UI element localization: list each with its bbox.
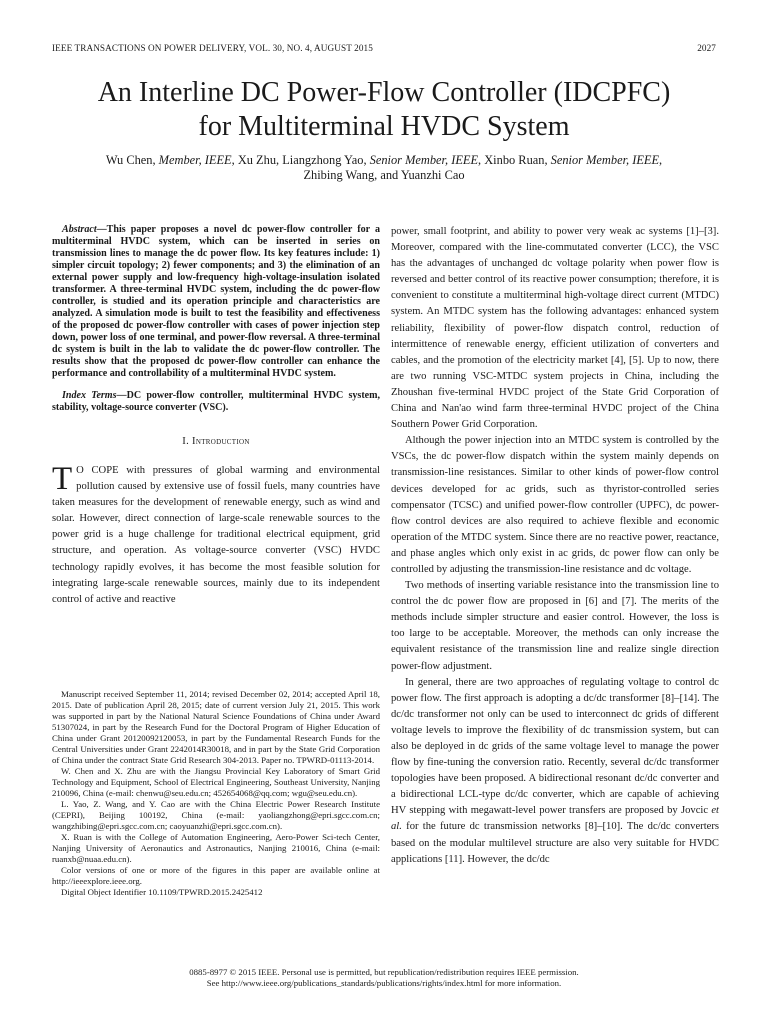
footer-line-2: See http://www.ieee.org/publications_standards/publications/rights/index.html for more information. xyxy=(206,978,562,988)
body-text-italic: et al. xyxy=(391,805,719,833)
index-terms xyxy=(52,390,380,414)
title-line-2: for Multiterminal HVDC System xyxy=(198,111,570,142)
footnotes xyxy=(52,689,380,898)
author-list xyxy=(0,153,768,183)
paper-title xyxy=(0,76,768,144)
footer-line-1: 0885-8977 © 2015 IEEE. Personal use is permitted, but republication/redistribution requires IEEE permission. xyxy=(189,967,579,977)
page-number: 2027 xyxy=(697,43,716,53)
author-role: Member, IEEE xyxy=(158,153,232,167)
body-paragraph: Two methods of inserting variable resistance into the transmission line to control the dc power flow are proposed in [6] and [7]. The merits of the methods include simpler structure and easier control. However, the loss is too large to be acceptable. Moreover, the methods can only increase the equivalent resistance of the transmission line and realize single direction power-flow adjustment. xyxy=(391,580,719,672)
authors-line-2: Zhibing Wang, and Yuanzhi Cao xyxy=(303,168,465,182)
body-text: In general, there are two approaches of regulating voltage to control dc power flow. The first approach is adopting a dc/dc transformer [8]–[14]. The dc/dc transformer not only can be used to interconnect dc grids of different voltage levels to improve the flexibility of dc transmission system, but can also be deployed in dc grids of the same voltage level to manage the power flow by fine-tuning the conversion ratio. Recently, several dc/dc transformer topologies have been proposed. A bidirectional resonant dc/dc converter and a bidirectional LCL-type dc/dc converter, which are capable of achieving HV stepping with megawatt-level power transfers are proposed by Jovcic xyxy=(391,676,719,817)
author-text: Wu Chen, xyxy=(105,153,159,167)
author-text: , xyxy=(659,153,663,167)
abstract-lead: Abstract xyxy=(62,224,97,235)
title-line-1: An Interline DC Power-Flow Controller (IDCPFC) xyxy=(97,77,671,108)
footnote-color-versions: Color versions of one or more of the figures in this paper are available online at http://ieeexplore.ieee.org. xyxy=(52,865,380,886)
index-terms-text: —DC power-flow controller, multiterminal HVDC system, stability, voltage-source converter (VSC). xyxy=(52,390,381,413)
copyright-footer xyxy=(0,967,768,989)
footnote-manuscript: Manuscript received September 11, 2014; revised December 02, 2014; accepted April 18, 2015. Date of publication April 28, 2015; date of current version July 21, 2015. This work was supported in part by the National Natural Science Foundations of China under Award 51307024, in part by the Research Fund for the Doctoral Program of Higher Education of China under Grant 20120092120053, in part by the Fundamental Research Funds for the Central Universities under Grant 2242014R30018, and in part by the State Grid Corporation of China under the contract State Grid Research 304-2013. Paper no. TPWRD-01113-2014. xyxy=(52,689,380,765)
footnote-affiliation-nuaa: X. Ruan is with the College of Automation Engineering, Aero-Power Sci-tech Center, Nanjing University of Aeronautics and Astronautics, Nanjing 210016, China (e-mail: ruanxb@nuaa.edu.cn). xyxy=(52,832,380,864)
section-title: Introduction xyxy=(192,436,250,447)
abstract xyxy=(52,224,380,380)
author-text: , Xinbo Ruan, xyxy=(478,153,551,167)
intro-text: O COPE with pressures of global warming and environmental pollution caused by extensive use of fossil fuels, many countries have taken measures for the development of renewable energy, such as wind and solar. However, direct connection of large-scale renewable sources to the power grid is a huge challenge for traditional electrical equipment, grid structure, and operation. As voltage-source converter (VSC) HVDC technology rapidly evolves, it has become the most feasible solution for integrating large-scale renewable sources, mainly due to its independent control of active and reactive xyxy=(52,465,380,605)
body-paragraph: Although the power injection into an MTDC system is controlled by the VSCs, the dc power-flow dispatch within the system mainly depends on transmission-line resistances. Similar to other kinds of power-flow control devices developed for ac grids, such as thyristor-controlled series compensator (TCSC) and unified power-flow controller (UPFC), dc power-flow control devices are also required to achieve flexible and economic operation of the MTDC system. Since there are no reactive power, reactance, and phase angles which only exist in ac grids, dc power flow can only be controlled by adjusting the transmission-line resistance and dc voltage. xyxy=(391,435,719,575)
index-terms-lead: Index Terms xyxy=(62,390,117,401)
section-number: I. xyxy=(182,436,193,447)
running-head xyxy=(52,43,716,53)
author-text: , Xu Zhu, Liangzhong Yao, xyxy=(231,153,370,167)
footnote-affiliation-seu: W. Chen and X. Zhu are with the Jiangsu Provincial Key Laboratory of Smart Grid Technology and Equipment, School of Electrical Engineering, Southeast University, Nanjing 210096, China (e-mail: chenwu@seu.edu.cn; 452654068@qq.com; wgu@seu.edu.cn). xyxy=(52,766,380,798)
left-column xyxy=(52,224,380,608)
drop-cap: T xyxy=(52,461,73,497)
body-paragraph: power, small footprint, and ability to power very weak ac systems [1]–[3]. Moreover, compared with the line-commutated converter (LCC), the VSC has the advantages of unchanged dc voltage polarity when power flow is reversed and better control of its reactive power consumption; therefore, it is convenient to constitute a multiterminal high-voltage direct current (MTDC) system. An MTDC system has the following advantages: enhanced system reliability, flexibility of power-flow dispatch control, reduction of intermittence of renewable energy, efficient utilization of converters and cables, and the promotion of the electricity market [4], [5]. Up to now, there are two running VSC-MTDC system projects in China, including the Zhoushan five-terminal HVDC project of the State Grid Corporation of China and Nan'ao wind farm three-terminal HVDC project of the China Southern Power Grid Corporation. xyxy=(391,226,719,431)
intro-paragraph xyxy=(52,463,380,608)
footnote-affiliation-cepri: L. Yao, Z. Wang, and Y. Cao are with the China Electric Power Research Institute (CEPRI), Beijing 100192, China (e-mail: yaoliangzhong@epri.sgcc.com.cn; wangzhibing@epri.sgcc.com.cn; caoyuanzhi@epri.sgcc.com.cn). xyxy=(52,799,380,831)
abstract-text: —This paper proposes a novel dc power-flow controller for a multiterminal HVDC system, which can be inserted in series on transmission lines to manage the dc power flow. Its key features include: 1) simpler circuit topology; 2) fewer components; and 3) the elimination of an external power supply and low-frequency high-voltage-insulation isolated transformer. A three-terminal HVDC system, including the dc power-flow controller, is studied and its operation principle and characteristics are analyzed. A simulation mode is built to test the feasibility and effectiveness of the proposed dc power-flow controller with cases of power injection step down, power loss of one terminal, and power-flow reversal. A three-terminal dc system is built in the lab to validate the dc power-flow controller. The results show that the proposed dc power-flow controller can enhance the performance and controllability of a multiterminal HVDC system. xyxy=(52,224,380,379)
author-role: Senior Member, IEEE xyxy=(550,153,660,167)
authors-line-1 xyxy=(0,153,768,168)
right-column xyxy=(391,224,719,868)
footnote-doi: Digital Object Identifier 10.1109/TPWRD.2015.2425412 xyxy=(61,887,263,897)
journal-name: IEEE TRANSACTIONS ON POWER DELIVERY, VOL. 30, NO. 4, AUGUST 2015 xyxy=(52,43,373,53)
author-role: Senior Member, IEEE xyxy=(369,153,479,167)
body-paragraph xyxy=(391,675,719,868)
body-text: for the future dc transmission networks [8]–[10]. The dc/dc converters based on the modular multilevel structure are also very suitable for HVDC applications [11]. However, the dc/dc xyxy=(391,821,719,865)
section-heading-introduction xyxy=(52,436,380,447)
